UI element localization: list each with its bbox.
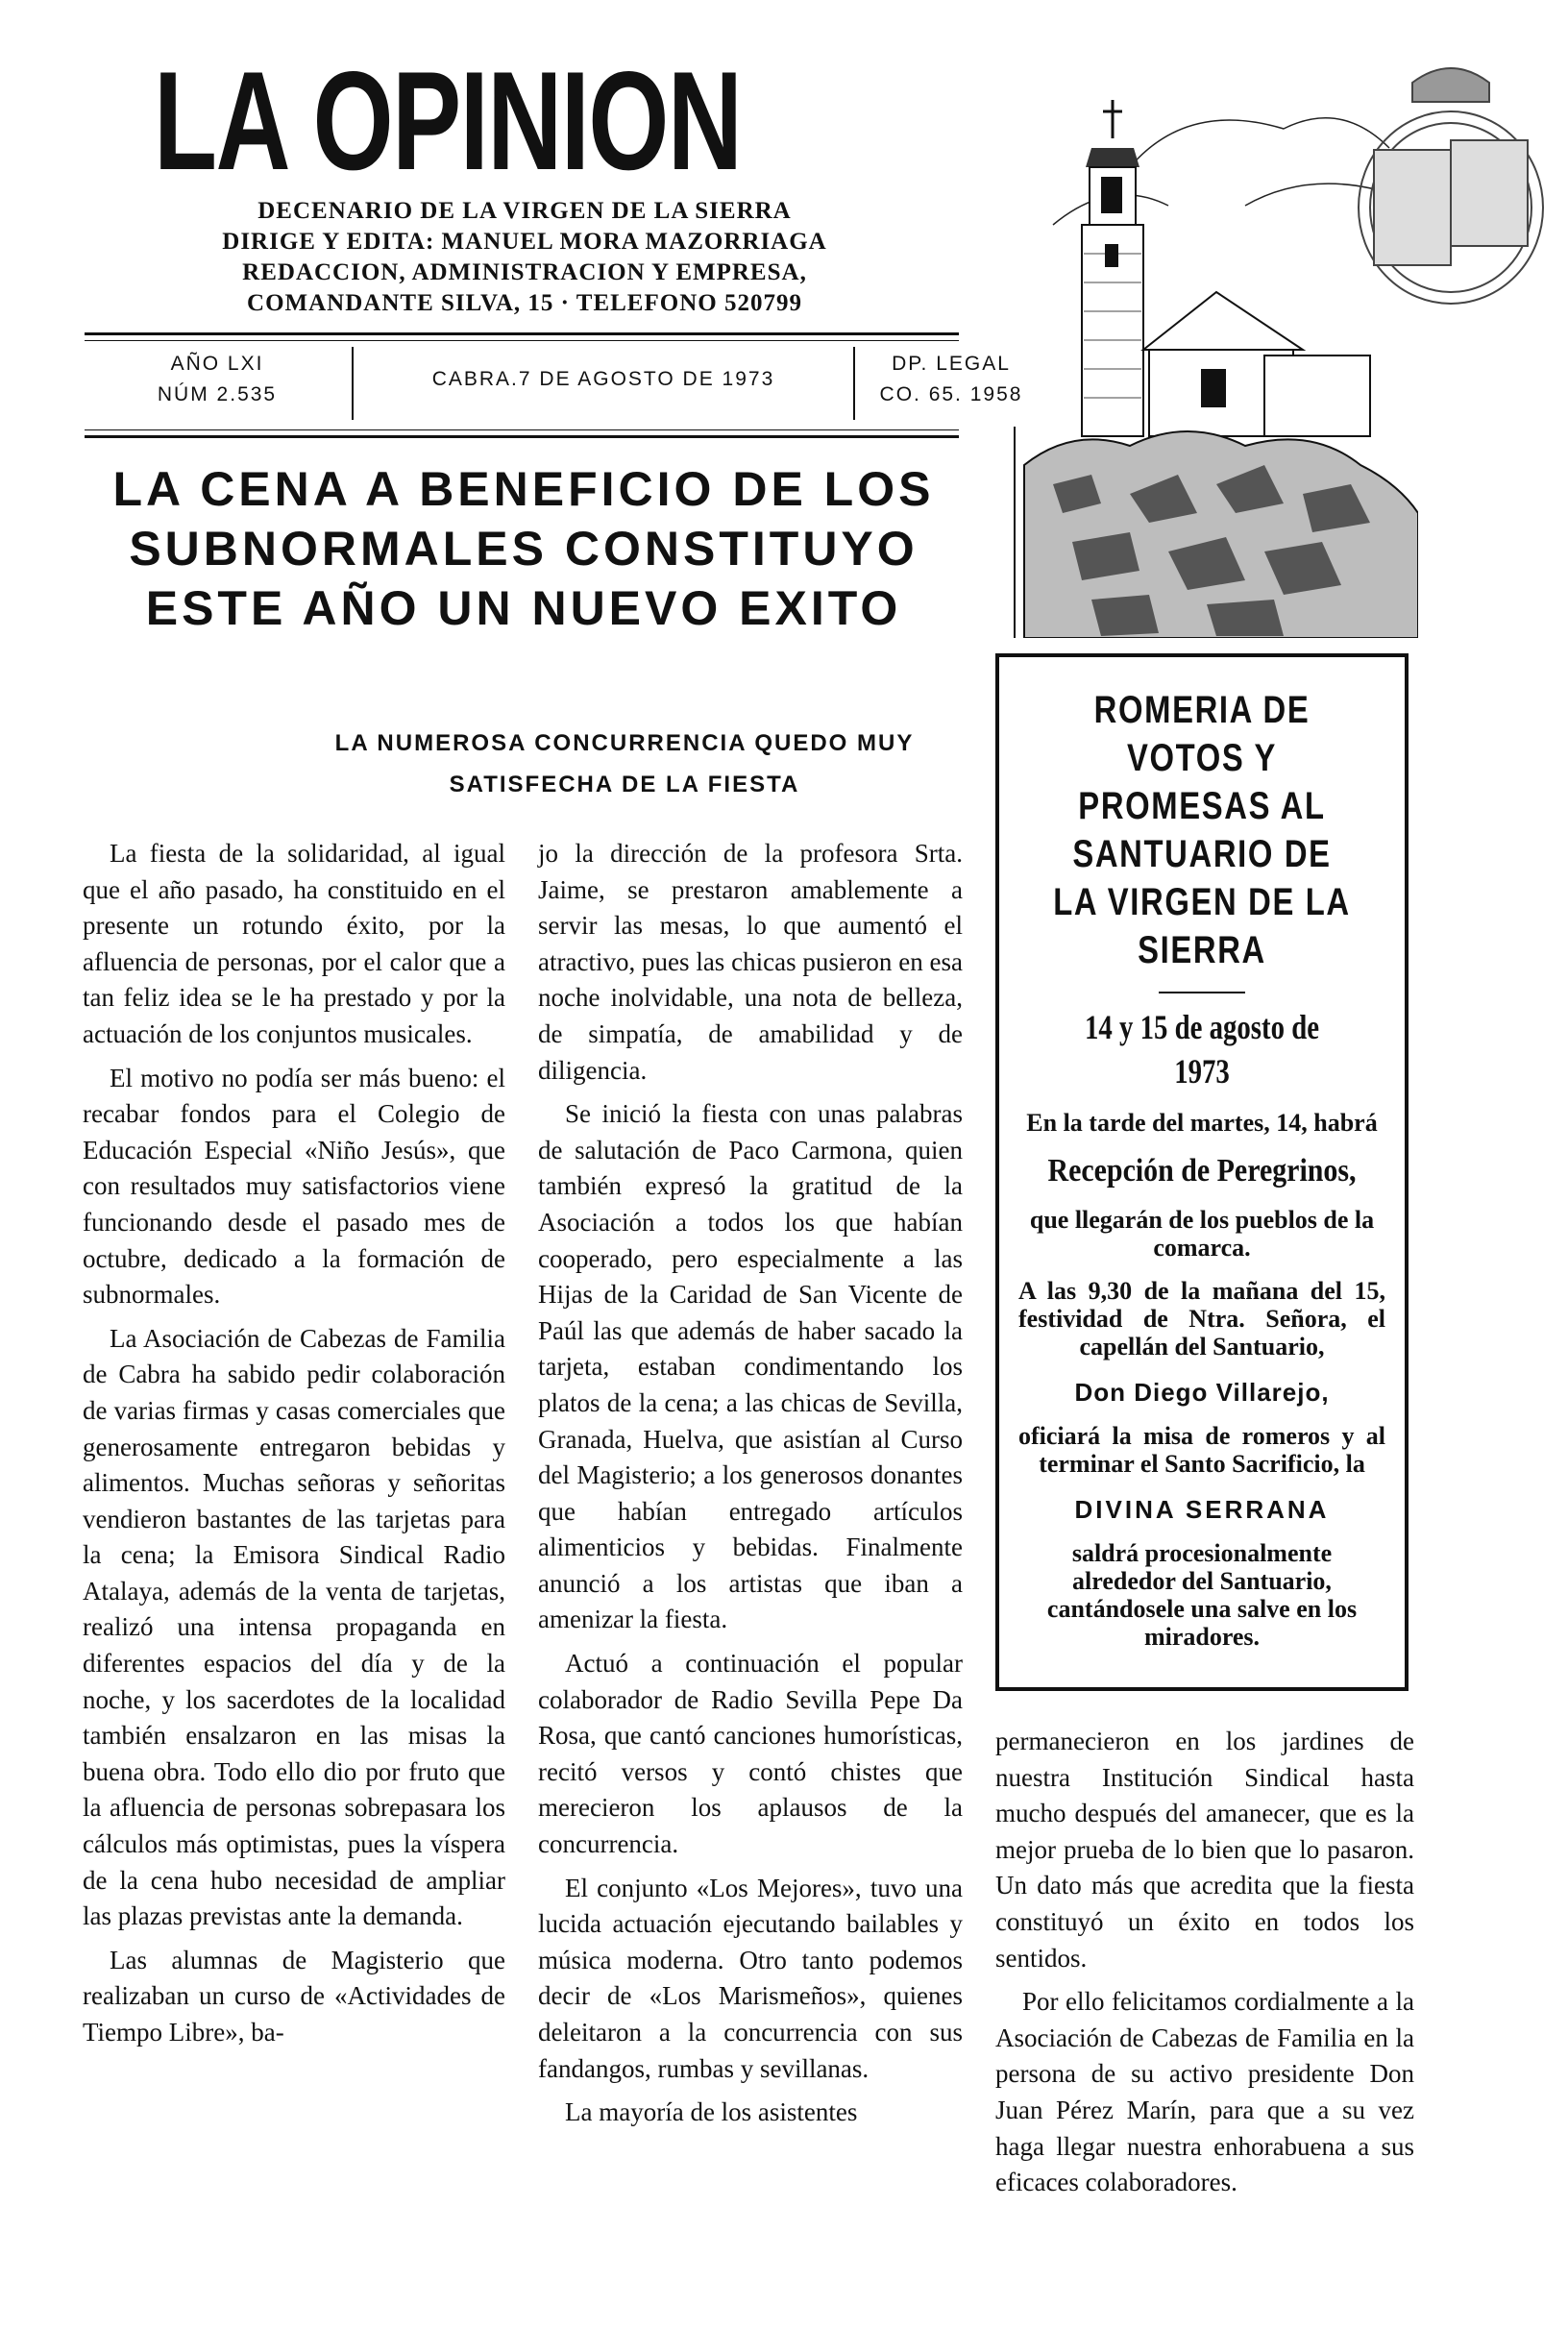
masthead-line-3: REDACCION, ADMINISTRACION Y EMPRESA,: [242, 259, 807, 285]
notice-title: ROMERIA DE VOTOS Y PROMESAS AL SANTUARIO DE LA VIRGEN DE LA SIERRA: [1053, 689, 1351, 971]
legal-deposit-label: DP. LEGAL: [892, 353, 1011, 375]
paragraph: Las alumnas de Magisterio que realizaban un curso de «Actividades de Tiempo Libre», ba-: [83, 1945, 505, 2047]
divider: [853, 347, 855, 420]
paragraph: Por ello felicitamos cordialmente a la Asociación de Cabezas de Familia en la persona de su activo presidente Don Juan Pérez Marín, para que a su vez haga llegar nuestra enhorabuena a sus eficaces colaboradores.: [995, 1987, 1414, 2197]
library-stamp: [1345, 54, 1556, 313]
article-headline: LA CENA A BENEFICIO DE LOS SUBNORMALES CONSTITUYO ESTE AÑO UN NUEVO EXITO: [112, 462, 935, 635]
notice-text: saldrá procesionalmente alrededor del Santuario, cantándosele una salve en los miradores.: [1046, 1539, 1358, 1651]
notice-text: que llegarán de los pueblos de la comarca.: [1029, 1206, 1375, 1262]
paragraph: La Asociación de Cabezas de Familia de Cabra ha sabido pedir colaboración de varias firmas y casas comerciales que generosamente entregaron bebidas y alimentos. Muchas señoras y señoritas vendieron bastantes de las tarjetas para la cena; la Emisora Sindical Radio Atalaya, además de la venta de tarjetas, realizó una intensa propaganda en diferentes espacios del día y de la noche, y los sacerdotes de la localidad también ensalzaron en las misas la buena obra. Todo ello dio por fruto que la afluencia de personas sobrepasara los cálculos más optimistas, pues la víspera de la cena hubo necesidad de ampliar las plazas previstas ante la demanda.: [83, 1323, 505, 1931]
notice-event: Recepción de Peregrinos,: [1047, 1153, 1357, 1189]
article-subheadline: LA NUMEROSA CONCURRENCIA QUEDO MUY SATISFECHA DE LA FIESTA: [334, 730, 915, 797]
article-column-3: [995, 1724, 1414, 2201]
notice-text: En la tarde del martes, 14, habrá: [1026, 1109, 1378, 1137]
legal-deposit-number: CO. 65. 1958: [879, 383, 1023, 405]
notice-dates: 14 y 15 de agosto de 1973: [1085, 1008, 1319, 1091]
issue-number: NÚM 2.535: [157, 383, 278, 405]
masthead-line-2: DIRIGE Y EDITA: MANUEL MORA MAZORRIAGA: [222, 229, 827, 255]
masthead-subtitle: [121, 196, 928, 319]
issue-year: AÑO LXI: [170, 353, 264, 375]
paragraph: La fiesta de la solidaridad, al igual que el año pasado, ha constituido en el presente un rotundo éxito, por la afluencia de personas, por el calor que a tan feliz idea se le ha prestado y por la actuación de los conjuntos musicales.: [83, 839, 505, 1048]
notice-text: oficiará la misa de romeros y al terminar el Santo Sacrificio, la: [1018, 1422, 1385, 1478]
paragraph: jo la dirección de la profesora Srta. Jaime, se prestaron amablemente a servir las mesas, lo que aumentó el atractivo, pues las chicas pusieron en esa noche inolvidable, una nota de belleza, de simpatía, de amabilidad y de diligencia.: [538, 839, 963, 1085]
paragraph: Actuó a continuación el popular colaborador de Radio Sevilla Pepe Da Rosa, que cantó canciones humorísticas, recitó versos y contó chistes que merecieron los aplausos de la concurrencia.: [538, 1649, 963, 1859]
article-column-2: [538, 836, 963, 2131]
notice-text: A las 9,30 de la mañana del 15, festividad de Ntra. Señora, el capellán del Santuario,: [1018, 1277, 1385, 1361]
paragraph: La mayoría de los asistentes: [565, 2097, 858, 2127]
divider: [352, 347, 354, 420]
issue-number-block: [102, 349, 332, 410]
masthead-line-1: DECENARIO DE LA VIRGEN DE LA SIERRA: [257, 198, 792, 224]
article-column-1: [83, 836, 505, 2051]
notice-image-name: DIVINA SERRANA: [1074, 1495, 1330, 1524]
romeria-notice-box: [995, 653, 1409, 1691]
paragraph: permanecieron en los jardines de nuestra Institución Sindical hasta mucho después del amanecer, que es la mejor prueba de lo bien que lo pasaron. Un dato más que acredita que la fiesta constituyó un éxito en todos los sentidos.: [995, 1727, 1414, 1973]
masthead-line-4: COMANDANTE SILVA, 15 · TELEFONO 520799: [247, 290, 802, 316]
paragraph: El conjunto «Los Mejores», tuvo una lucida actuación ejecutando bailables y música moderna. Otro tanto podemos decir de «Los Marismeños», quienes deleitaron a la concurrencia con sus fandangos, rumbas y sevillanas.: [538, 1873, 963, 2083]
newspaper-title: LA OPINION: [154, 42, 742, 199]
divider: [1159, 992, 1245, 993]
notice-priest: Don Diego Villarejo,: [1074, 1378, 1330, 1407]
paragraph: El motivo no podía ser más bueno: el recabar fondos para el Colegio de Educación Especial «Niño Jesús», que con resultados muy satisfactorios viene funcionando desde el pasado mes de octubre, dedicado a la formación de subnormales.: [83, 1063, 505, 1310]
issue-dateline: CABRA.7 DE AGOSTO DE 1973: [431, 368, 775, 390]
issue-info-box: [85, 332, 1023, 438]
paragraph: Se inició la fiesta con unas palabras de salutación de Paco Carmona, quien también expresó la gratitud de la Asociación a todos los que habían cooperado, pero especialmente a las Hijas de la Caridad de San Vicente de Paúl las que además de haber sacado la tarjeta, estaban condimentando los platos de la cena; a las chicas de Sevilla, Granada, Huelva, que asistían al Curso del Magisterio; a los generosos donantes que habían entregado artículos alimenticios y bebidas. Finalmente anunció a los artistas que iban a amenizar la fiesta.: [538, 1099, 963, 1634]
